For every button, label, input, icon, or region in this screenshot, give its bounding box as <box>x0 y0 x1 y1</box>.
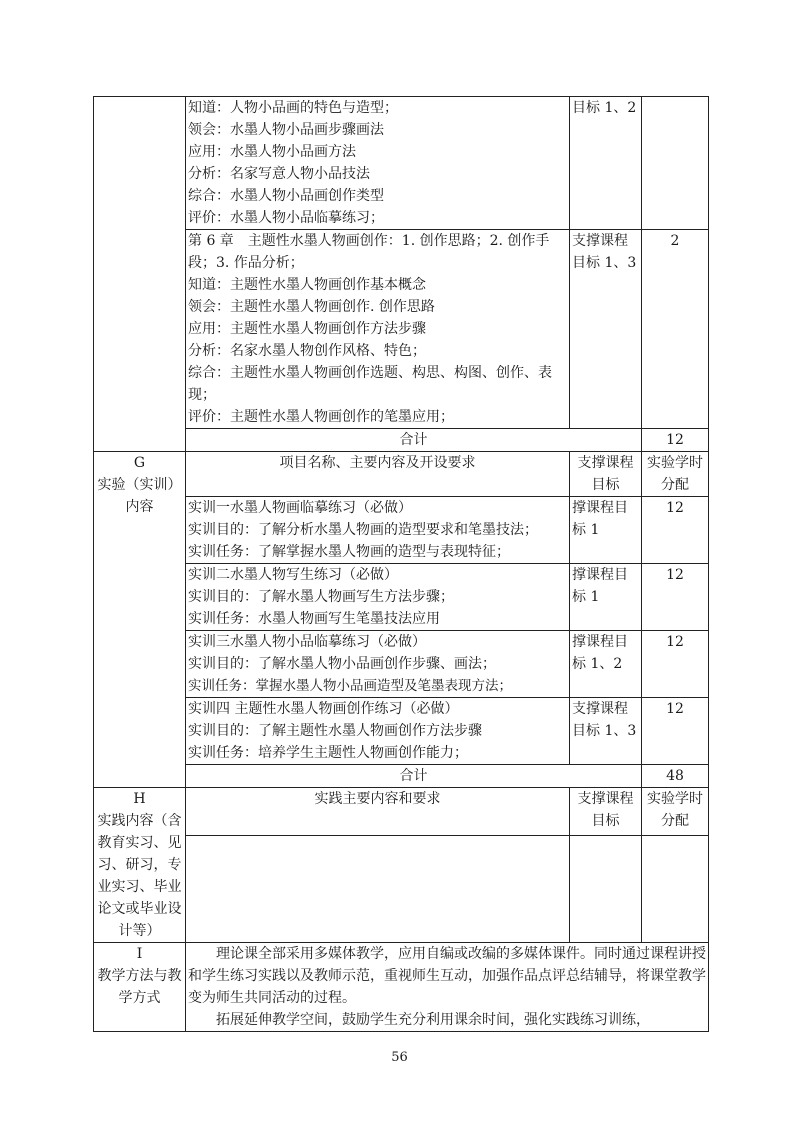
f-block1-row <box>94 97 709 230</box>
h-header-content: 实践主要内容和要求 <box>186 788 570 836</box>
g-item-row <box>94 564 709 631</box>
g-item-target: 撑课程目标 1、2 <box>570 631 642 698</box>
f-line: 第 6 章 主题性水墨人物画创作：1. 创作思路；2. 创作手段；3. 作品分析； <box>188 233 550 271</box>
f-line: 评价：水墨人物小品临摹练习； <box>188 210 384 226</box>
f-block2-row <box>94 230 709 429</box>
g-item-content <box>186 698 570 765</box>
i-category-cell <box>94 943 186 1032</box>
g-category-title: 实验（实训） <box>97 477 182 493</box>
f-block2-target: 支撑课程目标 1、3 <box>570 230 642 429</box>
f-line: 应用：水墨人物小品画方法 <box>188 144 356 160</box>
h-category-title: 实践内容（含教育实习、见习、研习，专业实习、毕业论文或毕业设计等） <box>97 813 182 939</box>
h-blank-target <box>570 835 642 942</box>
g-item-hours: 12 <box>642 698 709 765</box>
g-line: 实训任务：掌握水墨人物小品画造型及笔墨表现方法； <box>188 678 512 694</box>
f-line: 分析：名家写意人物小品技法 <box>188 166 370 182</box>
g-item-target: 撑课程目标 1 <box>570 497 642 564</box>
g-header-target: 支撑课程目标 <box>570 452 642 497</box>
g-total-value: 48 <box>642 765 709 788</box>
f-total-row <box>94 429 709 452</box>
f-block1-content <box>186 97 570 230</box>
g-line: 实训四 主题性水墨人物画创作练习（必做） <box>188 701 459 717</box>
page-number: 56 <box>391 1050 408 1065</box>
g-item-content <box>186 497 570 564</box>
f-total-value: 12 <box>642 429 709 452</box>
i-paragraph: 拓展延伸教学空间，鼓励学生充分利用课余时间，强化实践练习训练， <box>216 1012 650 1028</box>
f-line: 知道：人物小品画的特色与造型； <box>188 100 398 116</box>
g-line: 实训目的：了解水墨人物小品画创作步骤、画法； <box>188 656 496 672</box>
f-line: 领会：水墨人物小品画步骤画法 <box>188 122 384 138</box>
g-item-content <box>186 564 570 631</box>
h-header-target: 支撑课程目标 <box>570 788 642 836</box>
g-total-row <box>94 765 709 788</box>
h-header-hours: 实验学时分配 <box>642 788 709 836</box>
f-total-label: 合计 <box>186 429 642 452</box>
g-item-target: 支撑课程目标 1、3 <box>570 698 642 765</box>
syllabus-table <box>93 96 709 1032</box>
g-line: 实训三水墨人物小品临摹练习（必做） <box>188 634 426 650</box>
i-row <box>94 943 709 1032</box>
f-line: 评价：主题性水墨人物画创作的笔墨应用； <box>188 409 454 425</box>
g-item-hours: 12 <box>642 631 709 698</box>
f-line: 综合：水墨人物小品画创作类型 <box>188 188 384 204</box>
f-category-cell <box>94 97 186 452</box>
g-header-row <box>94 452 709 497</box>
g-category-letter: G <box>133 455 146 471</box>
g-item-hours: 12 <box>642 564 709 631</box>
h-blank-row <box>94 835 709 942</box>
g-item-row <box>94 497 709 564</box>
g-header-content: 项目名称、主要内容及开设要求 <box>186 452 570 497</box>
h-header-row <box>94 788 709 836</box>
h-blank-content <box>186 835 570 942</box>
g-item-hours: 12 <box>642 497 709 564</box>
f-line: 分析：名家水墨人物创作风格、特色； <box>188 343 426 359</box>
g-line: 实训目的：了解水墨人物画写生方法步骤； <box>188 589 454 605</box>
i-paragraph: 理论课全部采用多媒体教学，应用自编或改编的多媒体课件。同时通过课程讲授和学生练习实践以及教师示范，重视师生互动，加强作品点评总结辅导，将课堂教学变为师生共同活动的过程。 <box>188 946 706 1006</box>
f-line: 知道：主题性水墨人物画创作基本概念 <box>188 277 426 293</box>
f-line: 综合：主题性水墨人物画创作选题、构思、构图、创作、表现； <box>188 365 552 403</box>
i-category-title: 教学方法与教学方式 <box>97 968 182 1006</box>
g-header-hours: 实验学时分配 <box>642 452 709 497</box>
g-line: 实训目的：了解主题性水墨人物画创作方法步骤 <box>188 723 482 739</box>
h-category-cell <box>94 788 186 943</box>
g-line: 实训任务：培养学生主题性人物画创作能力； <box>188 745 468 761</box>
g-line: 实训任务：水墨人物画写生笔墨技法应用 <box>188 611 440 627</box>
g-item-row <box>94 631 709 698</box>
g-item-row <box>94 698 709 765</box>
g-line: 实训一水墨人物画临摹练习（必做） <box>188 500 412 516</box>
i-content <box>186 943 709 1032</box>
f-block2-hours: 2 <box>642 230 709 429</box>
g-line: 实训目的：了解分析水墨人物画的造型要求和笔墨技法； <box>188 522 538 538</box>
g-line: 实训二水墨人物写生练习（必做） <box>188 567 398 583</box>
f-block1-target: 目标 1、2 <box>570 97 642 230</box>
i-category-letter: I <box>136 946 143 962</box>
h-category-letter: H <box>133 791 146 807</box>
g-item-content <box>186 631 570 698</box>
f-line: 应用：主题性水墨人物画创作方法步骤 <box>188 321 426 337</box>
h-blank-hours <box>642 835 709 942</box>
g-category-title: 内容 <box>125 499 154 515</box>
g-total-label: 合计 <box>186 765 642 788</box>
g-category-cell <box>94 452 186 788</box>
f-block1-hours <box>642 97 709 230</box>
g-item-target: 撑课程目标 1 <box>570 564 642 631</box>
f-line: 领会：主题性水墨人物画创作. 创作思路 <box>188 299 435 315</box>
f-block2-content <box>186 230 570 429</box>
g-line: 实训任务：了解掌握水墨人物画的造型与表现特征； <box>188 544 510 560</box>
